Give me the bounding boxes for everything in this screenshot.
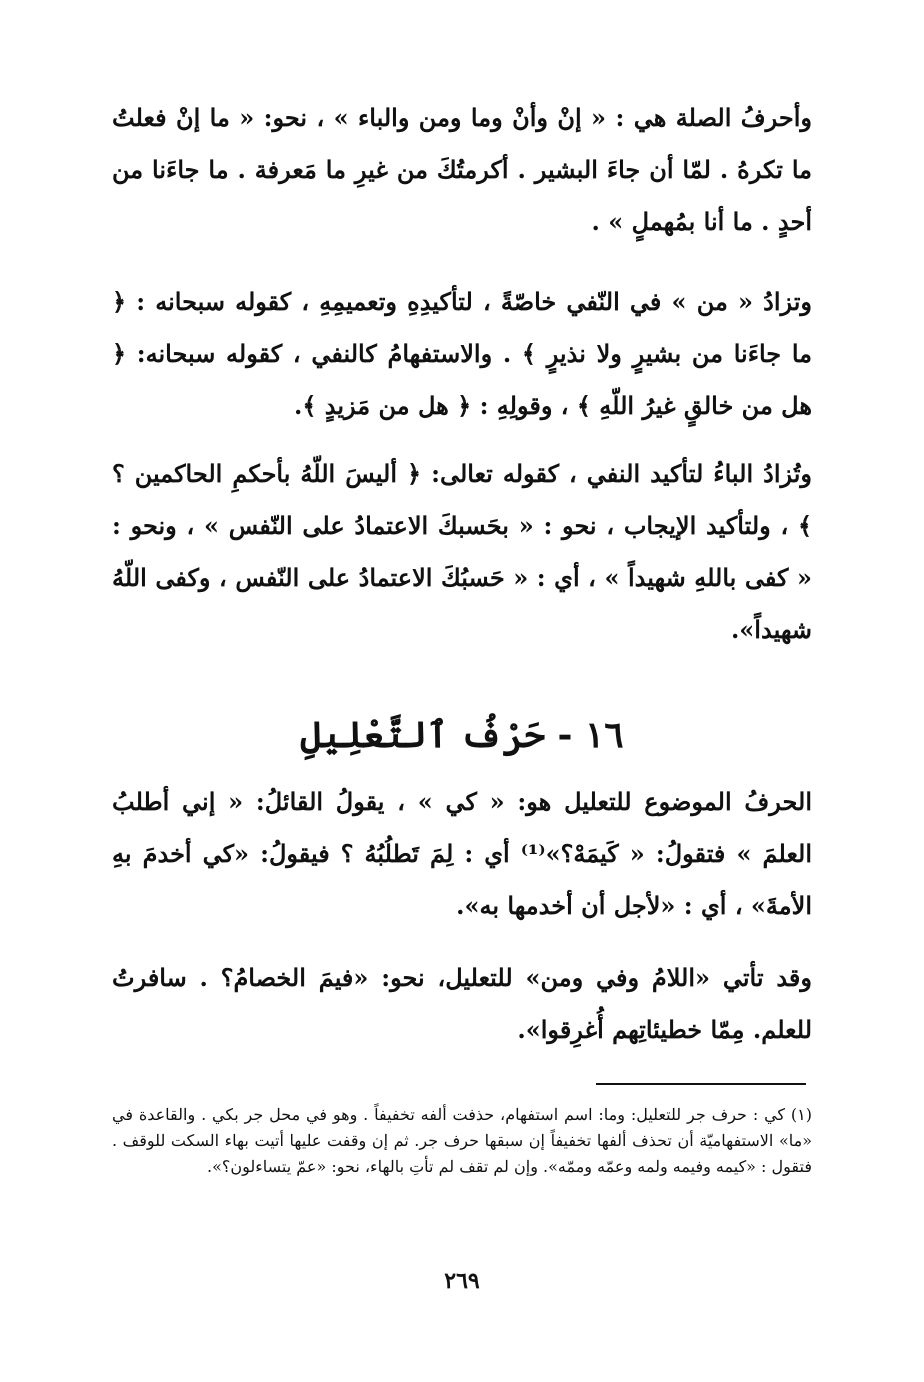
footnote: (١) كي : حرف جر للتعليل: وما: اسم استفهام، حذفت ألفه تخفيفاً . وهو في محل جر بكي . والقاعدة في «ما» الاستفهاميّة أن تحذف ألفها تخفيفاً إن سبقها حرف جر. ثم إن وقفت عليها أتيت بهاء السكت للوقف . فتقول : «كيمه وفيمه ولمه وعمّه وممّه». وإن لم تقف لم تأتِ بالهاء، نحو: «عمّ يتساءلون؟». <box>112 1105 812 1176</box>
paragraph-kay-causation: الحرفُ الموضوع للتعليل هو: « كي » ، يقولُ القائلُ: « إني أطلبُ العلمَ » فتقولُ: « كَيمَهْ؟»⁽¹⁾ أي : لِمَ تَطلُبُهُ ؟ فيقولُ: «كي أخدمَ بهِ الأمةَ» ، أي : «لأجل أن أخدمها به». <box>112 787 812 920</box>
paragraph-other-causation: وقد تأتي «اللامُ وفي ومن» للتعليل، نحو: «فيمَ الخصامُ؟ . سافرتُ للعلم. مِمّا خطيئاتِهم أُغرِقوا». <box>112 963 812 1044</box>
paragraph-min-addition: وتزادُ « من » في النّفي خاصّةً ، لتأكيدِهِ وتعميمِهِ ، كقوله سبحانه : ﴿ ما جاءَنا من بشيرٍ ولا نذيرٍ ﴾ . والاستفهامُ كالنفي ، كقوله سبحانه: ﴿ هل من خالقٍ غيرُ اللّهِ ﴾ ، وقولِهِ : ﴿ هل من مَزيدٍ ﴾. <box>112 287 812 420</box>
section-heading: ١٦ - حَرْفُ ٱلتَّعْلِيلِ <box>300 714 624 756</box>
paragraph-relative-particles: وأحرفُ الصلة هي : « إنْ وأنْ وما ومن والباء » ، نحو: « ما إنْ فعلتُ ما تكرهُ . لمّا أن جاءَ البشير . أكرمتُكَ من غيرِ ما مَعرفة . ما جاءَنا من أحدٍ . ما أنا بمُهملٍ » . <box>112 103 812 236</box>
footnote-divider <box>596 1083 806 1085</box>
paragraph-ba-addition: وتُزادُ الباءُ لتأكيد النفي ، كقوله تعالى: ﴿ أليسَ اللّهُ بأحكمِ الحاكمين ؟ ﴾ ، ولتأكيد الإيجاب ، نحو : « بحَسبكَ الاعتمادُ على النّفس » ، ونحو : « كفى باللهِ شهيداً » ، أي : « حَسبُكَ الاعتمادُ على النّفس ، وكفى اللّهُ شهيداً». <box>112 459 812 644</box>
page-number: ٢٦٩ <box>444 1268 480 1294</box>
